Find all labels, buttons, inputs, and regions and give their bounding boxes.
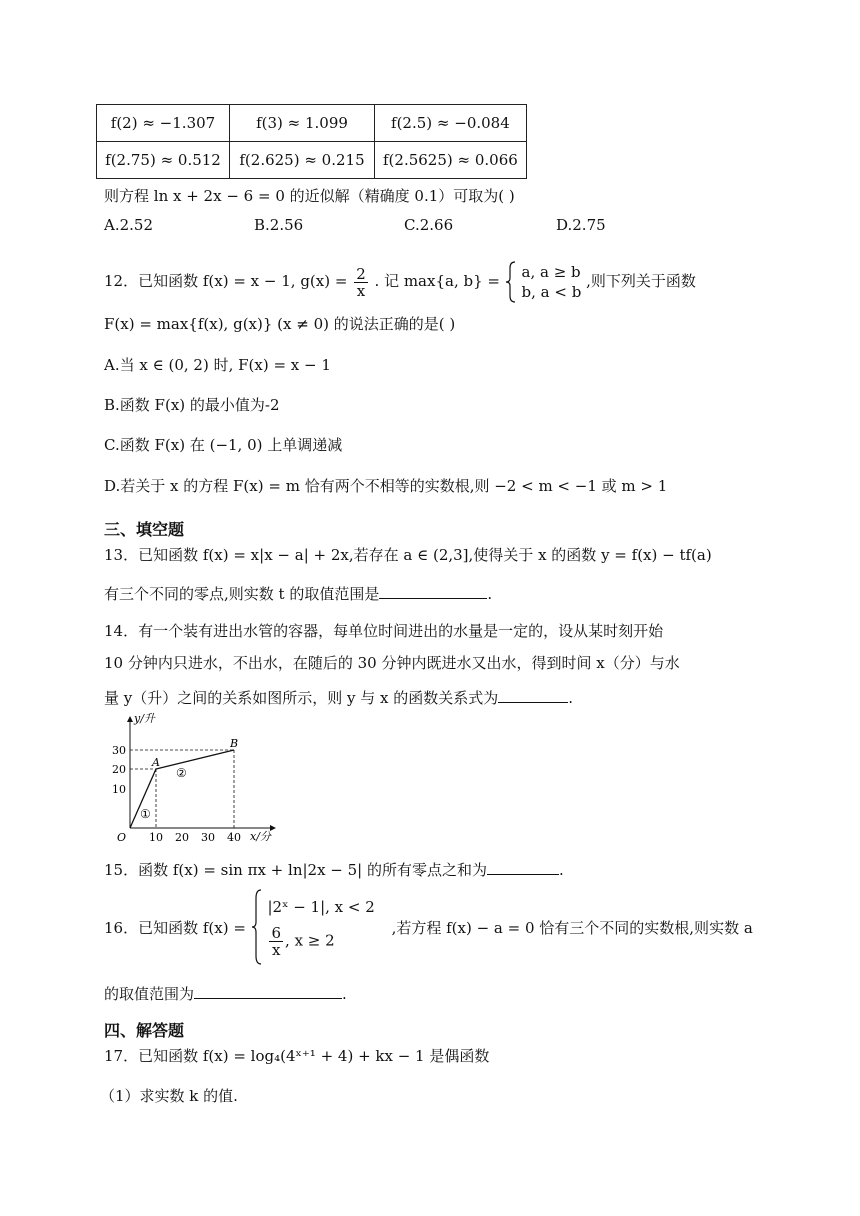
- x-tick-20: 20: [175, 831, 189, 844]
- q17-line: 17．已知函数 f(x) = log₄(4ˣ⁺¹ + 4) + kx − 1 是偶函数: [104, 1047, 490, 1065]
- y-axis-arrow-icon: [127, 716, 133, 722]
- q16-case2-cond: , x ≥ 2: [285, 931, 335, 949]
- q12-line1: [104, 260, 696, 304]
- q12-prefix: 12．已知函数 f(x) = x − 1, g(x) =: [104, 272, 348, 290]
- q14-line1: 14．有一个装有进出水管的容器，每单位时间进出的水量是一定的，设从某时刻开始: [104, 622, 664, 640]
- section-heading-4: 四、解答题: [104, 1021, 185, 1040]
- answer-blank: [487, 858, 559, 875]
- segment-1-label: ①: [140, 807, 151, 821]
- section-heading-3: 三、填空题: [104, 520, 185, 539]
- q12-frac-num: 2: [356, 264, 366, 283]
- q12-fraction: [354, 266, 368, 299]
- table-cell: f(3) ≈ 1.099: [230, 105, 375, 142]
- q11-stem: 则方程 ln x + 2x − 6 = 0 的近似解（精确度 0.1）可取为( ): [104, 187, 515, 205]
- segment-2: [156, 750, 234, 769]
- table-cell: f(2.5625) ≈ 0.066: [375, 142, 527, 179]
- q12-suffix: ,则下列关于函数: [586, 272, 696, 290]
- table-cell: f(2.75) ≈ 0.512: [97, 142, 230, 179]
- q17-part1: （1）求实数 k 的值.: [100, 1087, 238, 1105]
- y-axis-label: y/升: [134, 712, 155, 725]
- answer-blank: [194, 982, 342, 999]
- water-volume-graph: [104, 712, 284, 846]
- answer-blank: [379, 582, 487, 599]
- q12-option-d: D.若关于 x 的方程 F(x) = m 恰有两个不相等的实数根,则 −2 < m < −1 或 m > 1: [104, 477, 668, 495]
- q16-fraction: [269, 925, 283, 958]
- q12-case2: b, a < b: [521, 283, 582, 301]
- q16-line2: 的取值范围为 .: [104, 982, 347, 1005]
- function-values-table: [96, 104, 527, 179]
- q13-line2: 有三个不同的零点,则实数 t 的取值范围是 .: [104, 582, 492, 605]
- q14-line3: 量 y（升）之间的关系如图所示，则 y 与 x 的函数关系式为 .: [104, 686, 573, 709]
- q15-text: 15．函数 f(x) = sin πx + ln|2x − 5| 的所有零点之和为: [104, 861, 488, 879]
- table-row: [97, 142, 527, 179]
- table-cell: f(2) ≈ −1.307: [97, 105, 230, 142]
- q13-text: 有三个不同的零点,则实数 t 的取值范围是: [104, 585, 380, 603]
- q11-option-a: A.2.52: [104, 216, 153, 234]
- x-tick-30: 30: [201, 831, 215, 844]
- origin-label: O: [117, 831, 127, 844]
- q16-line1: [104, 888, 753, 966]
- q16-frac-den: x: [272, 940, 281, 959]
- y-tick-30: 30: [112, 744, 126, 757]
- q12-cases: [522, 262, 582, 302]
- left-brace-icon: [505, 260, 517, 304]
- q11-option-d: D.2.75: [556, 216, 606, 234]
- q12-frac-den: x: [356, 281, 366, 300]
- x-axis-label: x/分: [250, 830, 271, 843]
- x-tick-40: 40: [227, 831, 241, 844]
- q16-text: 的取值范围为: [104, 985, 195, 1003]
- q14-line2: 10 分钟内只进水，不出水，在随后的 30 分钟内既进水又出水，得到时间 x（分）与水: [104, 654, 680, 672]
- q15-line: 15．函数 f(x) = sin πx + ln|2x − 5| 的所有零点之和为 .: [104, 858, 564, 881]
- q16-prefix: 16．已知函数 f(x) =: [104, 918, 246, 937]
- q16-frac-num: 6: [271, 923, 282, 942]
- q12-option-c: C.函数 F(x) 在 (−1, 0) 上单调递减: [104, 436, 343, 454]
- q16-suffix: ,若方程 f(x) − a = 0 恰有三个不同的实数根,则实数 a: [391, 918, 753, 937]
- q12-line2: F(x) = max{f(x), g(x)} (x ≠ 0) 的说法正确的是( ): [104, 315, 456, 333]
- x-tick-10: 10: [149, 831, 163, 844]
- y-tick-10: 10: [112, 783, 126, 796]
- table-cell: f(2.5) ≈ −0.084: [375, 105, 527, 142]
- q16-cases: [267, 897, 374, 958]
- q11-option-b: B.2.56: [254, 216, 304, 234]
- point-b-label: B: [230, 737, 239, 750]
- table-cell: f(2.625) ≈ 0.215: [230, 142, 375, 179]
- q12-option-a: A.当 x ∈ (0, 2) 时, F(x) = x − 1: [104, 356, 331, 374]
- segment-2-label: ②: [176, 766, 187, 780]
- table-row: [97, 105, 527, 142]
- q12-option-b: B.函数 F(x) 的最小值为-2: [104, 396, 280, 414]
- q16-case2: [267, 925, 374, 958]
- q11-option-c: C.2.66: [404, 216, 454, 234]
- y-tick-20: 20: [112, 763, 126, 776]
- left-brace-icon: [251, 888, 263, 966]
- q13-line1: 13．已知函数 f(x) = x|x − a| + 2x,若存在 a ∈ (2,3],使得关于 x 的函数 y = f(x) − tf(a): [104, 546, 712, 564]
- q16-case1: |2ˣ − 1|, x < 2: [267, 897, 375, 916]
- answer-blank: [498, 686, 568, 703]
- q12-mid: . 记 max{a, b} =: [374, 272, 500, 290]
- q12-case1: a, a ≥ b: [521, 263, 581, 281]
- q14-text: 量 y（升）之间的关系如图所示，则 y 与 x 的函数关系式为: [104, 689, 499, 707]
- point-a-label: A: [152, 756, 160, 769]
